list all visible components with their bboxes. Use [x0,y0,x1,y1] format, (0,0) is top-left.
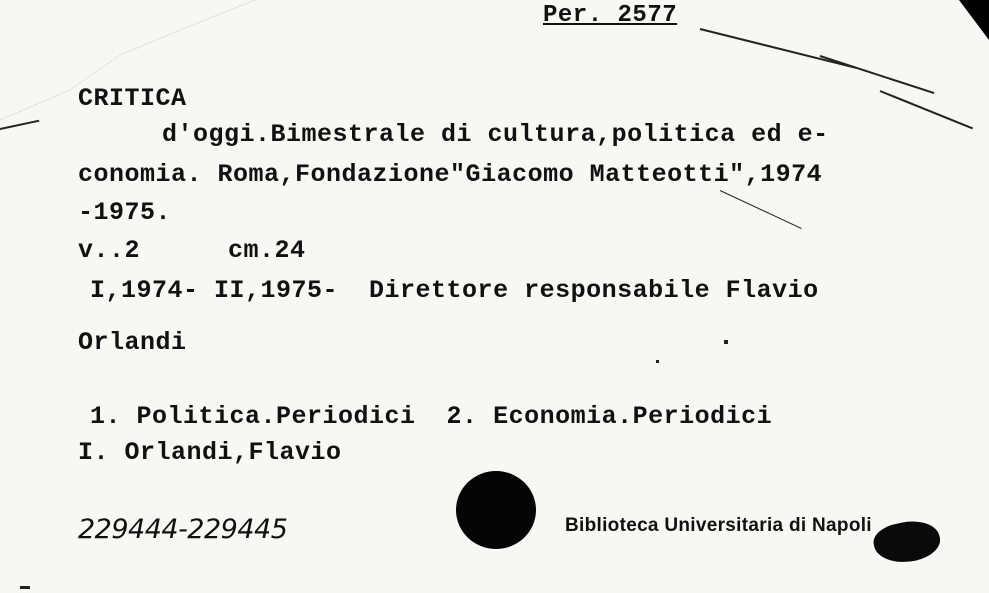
speck [724,340,728,344]
volume-count: v..2 [78,236,141,265]
speck [20,586,30,589]
description-line-3: -1975. [78,198,172,227]
stamp-dot [456,471,536,549]
library-stamp: Biblioteca Universitaria di Napoli [565,515,872,536]
dimensions: cm.24 [228,236,306,265]
added-entry: I. Orlandi,Flavio [78,438,342,467]
holdings-line: I,1974- II,1975- Direttore responsabile Flavio [90,276,819,305]
subject-headings: 1. Politica.Periodici 2. Economia.Periodici [90,402,773,431]
shelfmark: Per. 2577 [543,2,678,29]
description-line-2: conomia. Roma,Fondazione"Giacomo Matteotti",1974 [78,160,823,189]
inventory-numbers: 229444-229445 [78,514,288,545]
description-line-1: d'oggi.Bimestrale di cultura,politica ed e- [162,120,829,149]
director-surname: Orlandi [78,328,187,357]
card-title: CRITICA [78,84,187,113]
speck [656,360,659,363]
